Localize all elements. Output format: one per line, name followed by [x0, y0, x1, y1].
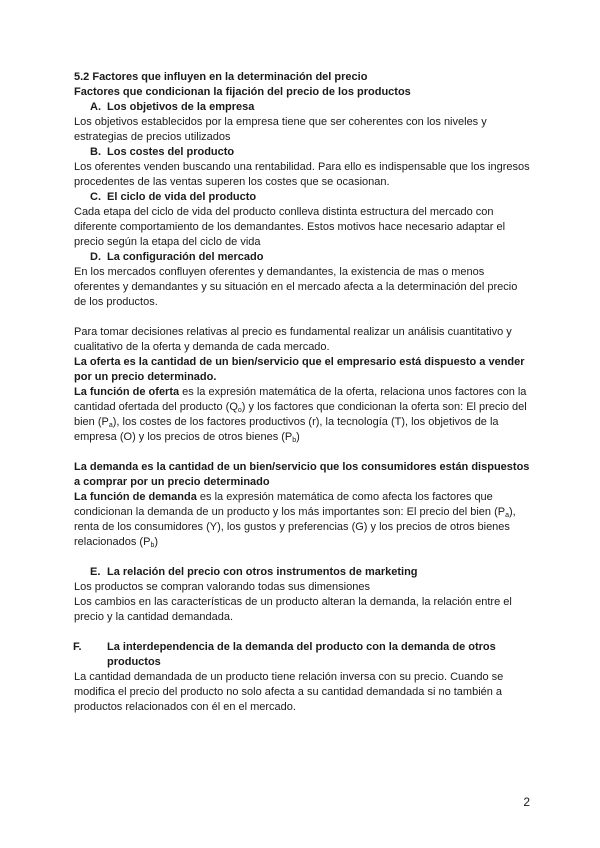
section-title: 5.2 Factores que influyen en la determinación del precio [74, 71, 368, 83]
factor-f-text: La cantidad demandada de un producto tiene relación inversa con su precio. Cuando se modifica el precio del producto no solo afecta a su cantidad demandada si no también a productos relacionados con él en el mercado. [74, 671, 504, 713]
spacer [74, 310, 532, 325]
factor-e-text-1: Los productos se compran valorando todas sus dimensiones [74, 581, 370, 593]
factor-c-text: Cada etapa del ciclo de vida del producto conlleva distinta estructura del mercado con diferente comportamiento de los demandantes. Estos motivos hace necesario adaptar el precio según la etapa del ciclo de vida [74, 206, 506, 248]
factor-c-heading: C. El ciclo de vida del producto [90, 191, 257, 203]
factor-b-text: Los oferentes venden buscando una rentabilidad. Para ello es indispensable que los ingresos procedentes de las ventas superen los costes que se ocasionan. [74, 161, 530, 188]
demanda-definition: La demanda es la cantidad de un bien/servicio que los consumidores están dispuestos a comprar por un precio determinado [74, 461, 530, 488]
analysis-text: Para tomar decisiones relativas al precio es fundamental realizar un análisis cuantitativo y cualitativo de la oferta y demanda de cada mercado. [74, 326, 512, 353]
oferta-function: La función de oferta es la expresión matemática de la oferta, relaciona unos factores con la cantidad ofertada del producto $(Q_o)$ y los factores que condicionan la oferta son: El precio del bien $(P_a)$, los costes de los factores productivos (r), la tecnología (T), los objetivos de la empresa (O) y los precios de otros bienes $(P_b)$ [74, 386, 527, 444]
demanda-function: La función de demanda es la expresión matemática de como afecta los factores que condicionan la demanda de un producto y los más importantes son: El precio del bien $(P_a)$, renta de los consumidores (Y), los gustos y preferencias (G) y los precios de otros bienes relacionados $(P_b)$ [74, 491, 516, 549]
factor-a-heading: A. Los objetivos de la empresa [90, 101, 255, 113]
factor-a-text: Los objetivos establecidos por la empresa tiene que ser coherentes con los niveles y estrategias de precios utilizados [74, 116, 487, 143]
factor-d-heading: D. La configuración del mercado [90, 251, 264, 263]
oferta-definition: La oferta es la cantidad de un bien/servicio que el empresario está dispuesto a vender por un precio determinado. [74, 356, 525, 383]
factor-d-text: En los mercados confluyen oferentes y demandantes, la existencia de mas o menos oferentes y demandantes y su situación en el mercado afecta a la determinación del precio de los productos. [74, 266, 518, 308]
subtitle: Factores que condicionan la fijación del precio de los productos [74, 86, 411, 98]
spacer [74, 445, 532, 460]
document-page [74, 70, 532, 715]
factor-f-heading: F. La interdependencia de la demanda del producto con la demanda de otros productos [73, 641, 496, 668]
factor-e-heading: E. La relación del precio con otros instrumentos de marketing [90, 566, 418, 578]
spacer [74, 625, 532, 640]
factor-b-heading: B. Los costes del producto [90, 146, 235, 158]
factor-e-text-2: Los cambios en las características de un producto alteran la demanda, la relación entre el precio y la cantidad demandada. [74, 596, 512, 623]
spacer [74, 550, 532, 565]
page-number: 2 [523, 795, 530, 809]
